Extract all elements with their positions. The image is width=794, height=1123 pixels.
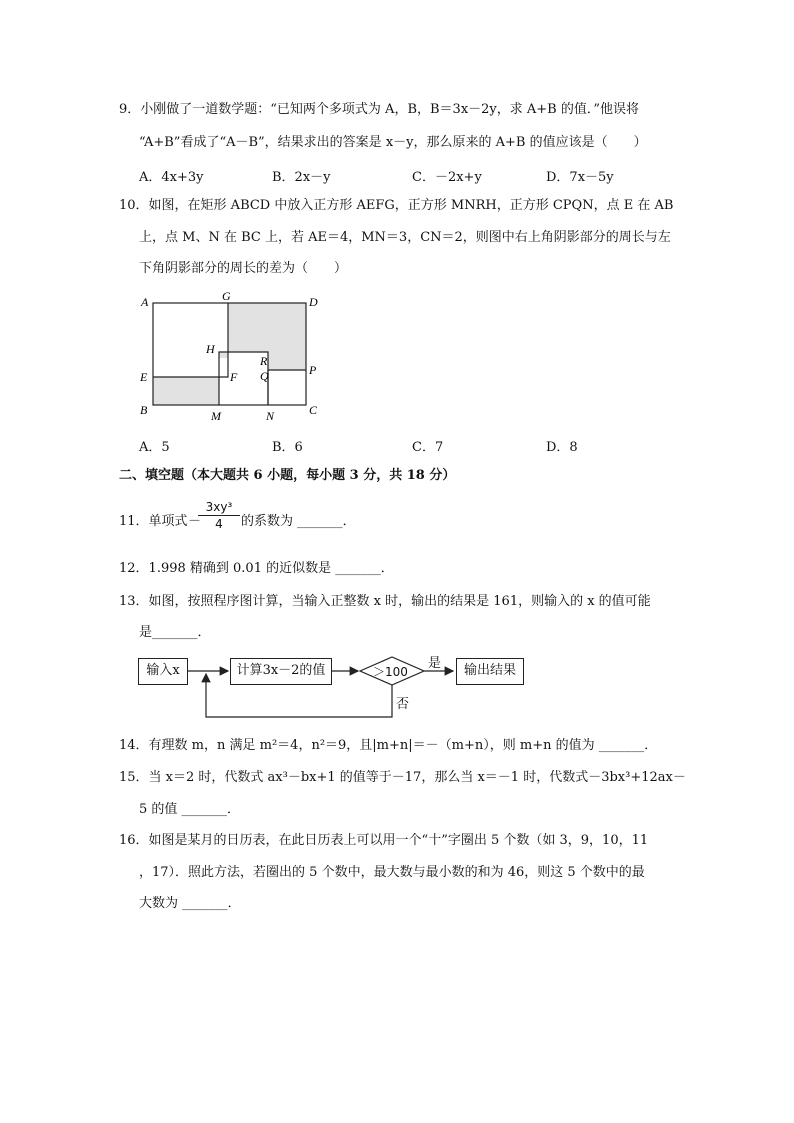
shaded-bottom-left-region bbox=[153, 377, 219, 405]
flow-condition-label: ＞100 bbox=[373, 665, 408, 679]
label-q: Q bbox=[260, 369, 269, 383]
label-p: P bbox=[309, 363, 317, 377]
label-g: G bbox=[222, 289, 231, 303]
q15-line-1: 15．当 x＝2 时，代数式 ax³－bx+1 的值等于－17，那么当 x＝－1 时，代数式－3bx³+12ax－ bbox=[119, 770, 686, 785]
flow-input-box: 输入x bbox=[138, 658, 188, 685]
label-a: A bbox=[141, 295, 149, 309]
q9-option-c: C．－2x+y bbox=[412, 170, 482, 185]
label-d: D bbox=[309, 295, 318, 309]
q11-fraction bbox=[198, 500, 240, 531]
square-aefg-edges bbox=[153, 303, 228, 377]
label-f: F bbox=[230, 370, 238, 384]
label-n: N bbox=[266, 409, 275, 423]
label-h: H bbox=[206, 342, 215, 356]
section-2-title: 二、填空题（本大题共 6 小题，每小题 3 分，共 18 分） bbox=[119, 468, 456, 483]
q11-prefix: 11．单项式 bbox=[119, 514, 188, 529]
q10-option-d: D．8 bbox=[546, 440, 578, 455]
q14-text: 14．有理数 m，n 满足 m²＝4，n²＝9，且|m+n|＝－（m+n），则 m+n 的值为 _______． bbox=[119, 738, 658, 753]
q11-suffix: 的系数为 _______． bbox=[241, 514, 356, 529]
flow-output-box: 输出结果 bbox=[456, 658, 524, 685]
q10-line-3: 下角阴影部分的周长的差为（ ） bbox=[139, 261, 348, 276]
q9-line-1: 9．小刚做了一道数学题：“已知两个多项式为 A，B，B＝3x－2y，求 A+B 的值．”他误将 bbox=[119, 102, 640, 117]
flow-no-label: 否 bbox=[396, 697, 410, 712]
q13-line-1: 13．如图，按照程序图计算，当输入正整数 x 时，输出的结果是 161，则输入的 x 的值可能 bbox=[119, 594, 651, 609]
q11-denominator: 4 bbox=[215, 517, 223, 531]
q9-option-b: B．2x－y bbox=[272, 170, 331, 185]
q10-rectangle-figure bbox=[130, 288, 330, 428]
q12-text: 12．1.998 精确到 0.01 的近似数是 _______． bbox=[119, 561, 394, 576]
q10-option-b: B．6 bbox=[272, 440, 303, 455]
q13-line-2: 是_______． bbox=[139, 625, 211, 640]
label-e: E bbox=[140, 370, 148, 384]
label-c: C bbox=[309, 403, 318, 417]
q10-line-1: 10．如图，在矩形 ABCD 中放入正方形 AEFG，正方形 MNRH，正方形 CPQN，点 E 在 AB bbox=[119, 198, 674, 213]
q10-option-c: C．7 bbox=[412, 440, 444, 455]
q15-line-2: 5 的值 _______． bbox=[139, 802, 241, 817]
q16-line-2: ，17）．照此方法，若圈出的 5 个数中，最大数与最小数的和为 46，则这 5 个数中的最 bbox=[139, 865, 645, 880]
q11-minus-sign: － bbox=[188, 514, 202, 529]
q10-line-2: 上，点 M、N 在 BC 上，若 AE＝4，MN＝3，CN＝2，则图中右上角阴影部分的周长与左 bbox=[139, 230, 671, 245]
square-cpqn-edges bbox=[268, 370, 306, 405]
q10-option-a: A．5 bbox=[139, 440, 170, 455]
label-m: M bbox=[211, 409, 221, 423]
q16-line-1: 16．如图是某月的日历表，在此日历表上可以用一个“十”字圈出 5 个数（如 3，9，10，11 bbox=[119, 833, 649, 848]
q9-option-a: A．4x+3y bbox=[139, 170, 204, 185]
q9-line-2: “A+B”看成了“A－B”，结果求出的答案是 x－y，那么原来的 A+B 的值应该是（ ） bbox=[139, 135, 647, 150]
q16-line-3: 大数为 _______． bbox=[139, 896, 241, 911]
flow-compute-box: 计算3x－2的值 bbox=[230, 658, 332, 685]
label-b: B bbox=[140, 403, 148, 417]
q11-numerator: 3xy³ bbox=[198, 500, 240, 516]
label-r: R bbox=[260, 354, 268, 368]
flow-yes-label: 是 bbox=[428, 656, 442, 671]
q9-option-d: D．7x－5y bbox=[546, 170, 614, 185]
